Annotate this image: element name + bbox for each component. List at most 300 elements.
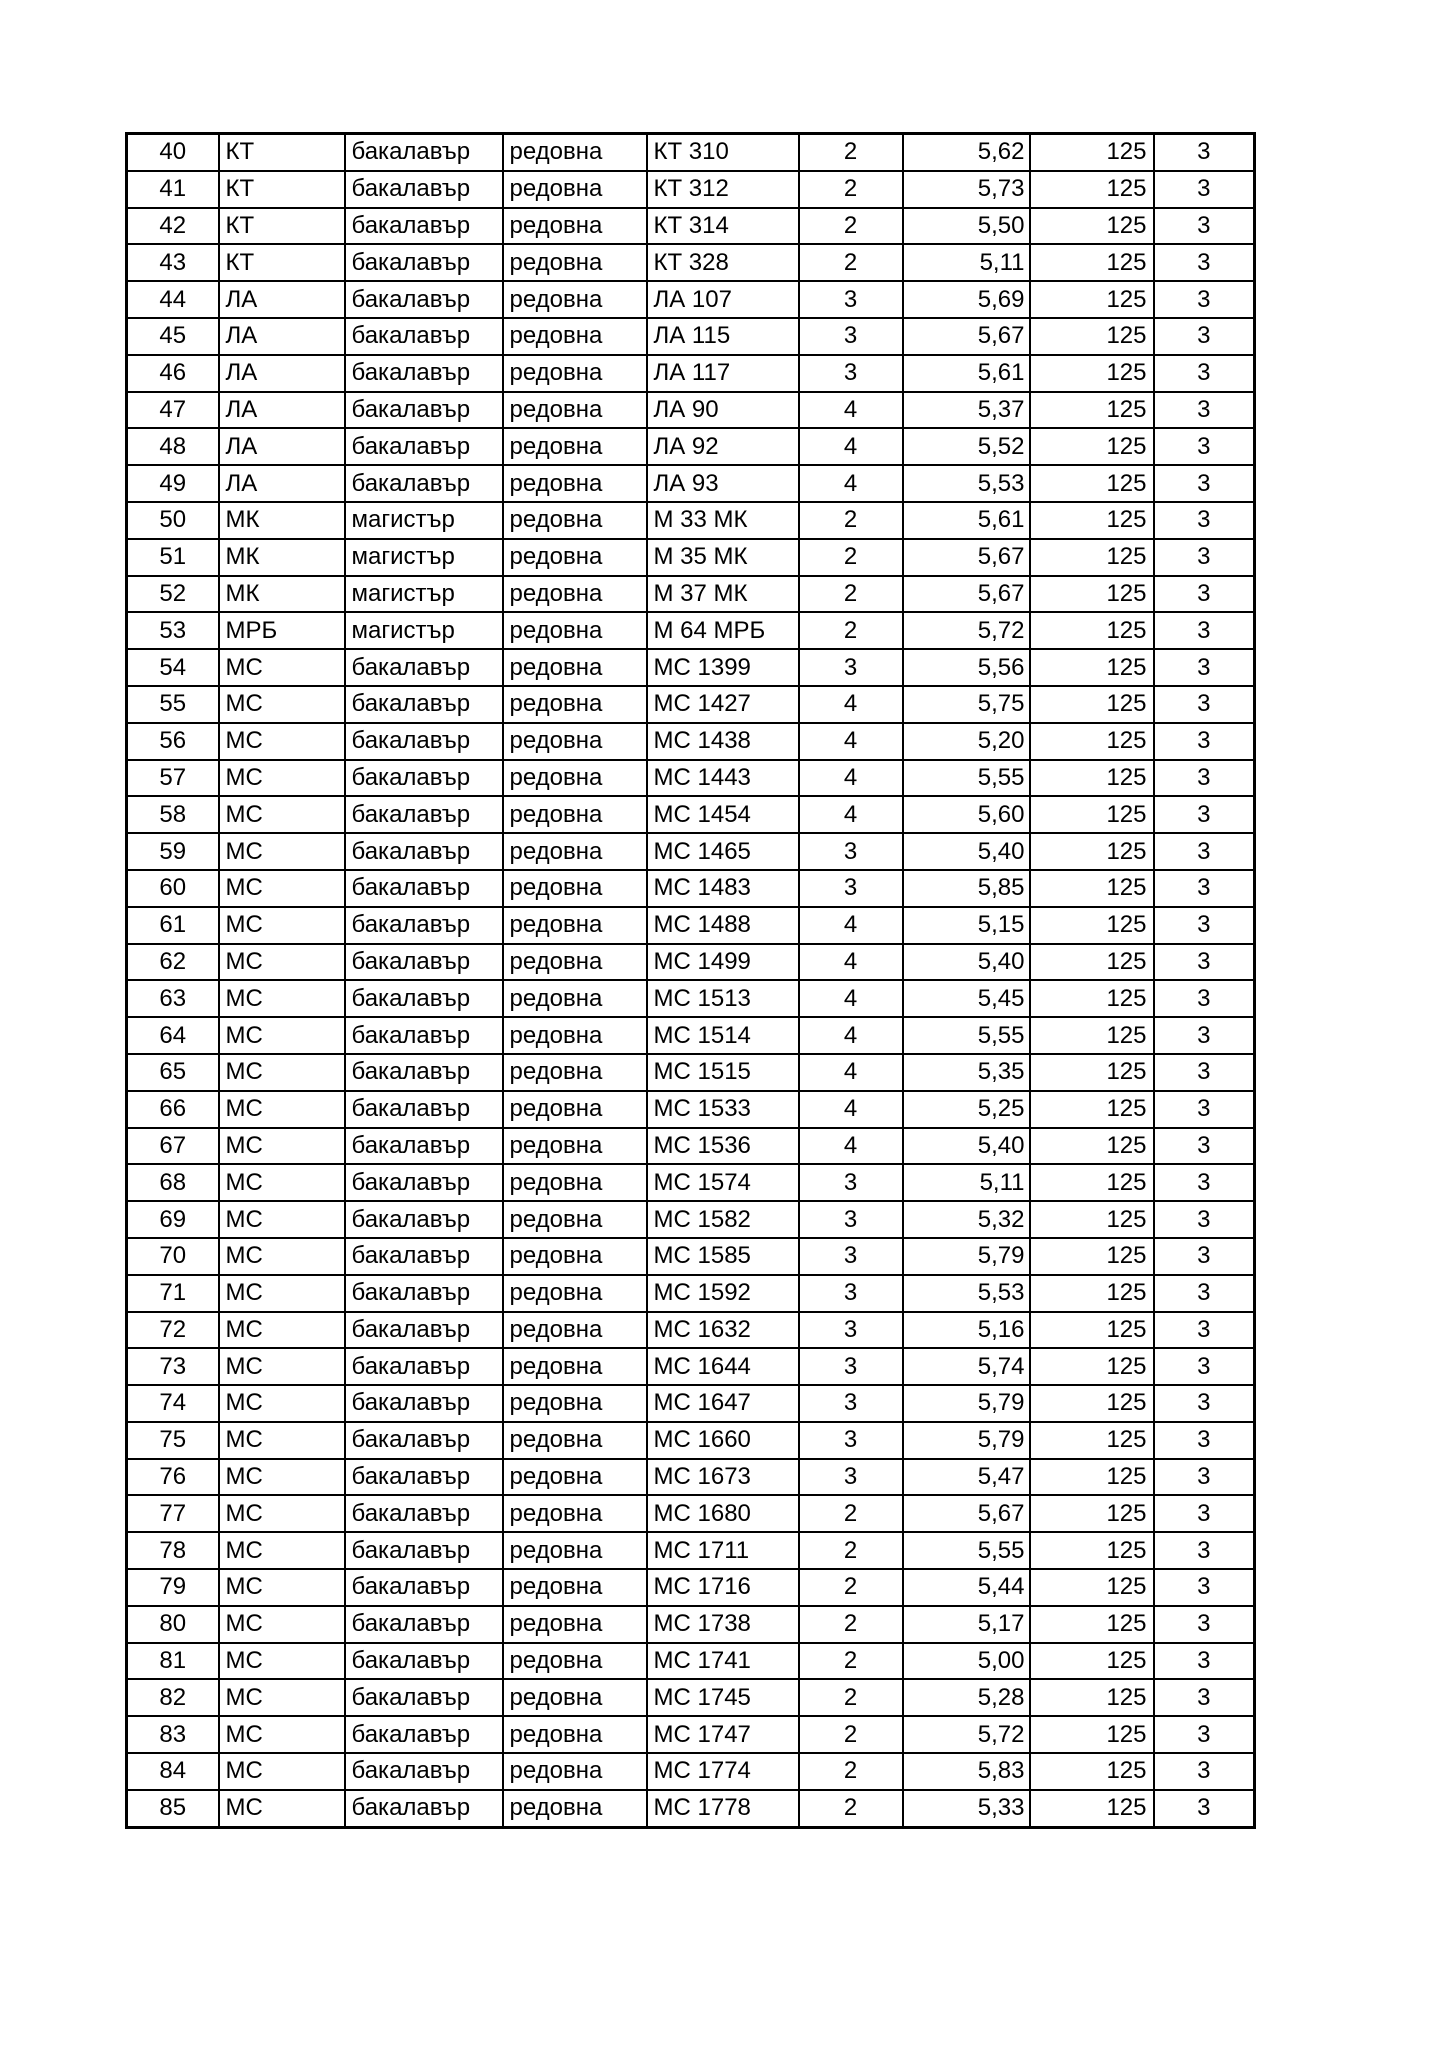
amount-cell: 125 <box>1030 576 1154 613</box>
row-number-cell: 45 <box>127 318 219 355</box>
row-number-cell: 66 <box>127 1091 219 1128</box>
faculty-number-cell: МС 1465 <box>647 833 799 870</box>
specialty-code-cell: КТ <box>219 208 345 245</box>
course-year-cell: 2 <box>799 134 903 171</box>
study-form-cell: редовна <box>503 1275 647 1312</box>
study-form-cell: редовна <box>503 980 647 1017</box>
faculty-number-cell: ЛА 115 <box>647 318 799 355</box>
specialty-code-cell: МС <box>219 1532 345 1569</box>
course-year-cell: 3 <box>799 1275 903 1312</box>
course-year-cell: 2 <box>799 1643 903 1680</box>
category-cell: 3 <box>1154 1238 1255 1275</box>
specialty-code-cell: ЛА <box>219 355 345 392</box>
amount-cell: 125 <box>1030 1385 1154 1422</box>
course-year-cell: 2 <box>799 1679 903 1716</box>
row-number-cell: 72 <box>127 1312 219 1349</box>
faculty-number-cell: МС 1515 <box>647 1054 799 1091</box>
faculty-number-cell: ЛА 117 <box>647 355 799 392</box>
row-number-cell: 42 <box>127 208 219 245</box>
amount-cell: 125 <box>1030 1348 1154 1385</box>
specialty-code-cell: МС <box>219 1201 345 1238</box>
row-number-cell: 55 <box>127 686 219 723</box>
amount-cell: 125 <box>1030 539 1154 576</box>
course-year-cell: 2 <box>799 1753 903 1790</box>
course-year-cell: 4 <box>799 760 903 797</box>
degree-cell: бакалавър <box>345 1238 503 1275</box>
grade-cell: 5,67 <box>903 318 1030 355</box>
amount-cell: 125 <box>1030 980 1154 1017</box>
category-cell: 3 <box>1154 686 1255 723</box>
amount-cell: 125 <box>1030 833 1154 870</box>
faculty-number-cell: МС 1680 <box>647 1495 799 1532</box>
study-form-cell: редовна <box>503 1091 647 1128</box>
table-row <box>127 428 1255 465</box>
study-form-cell: редовна <box>503 1054 647 1091</box>
amount-cell: 125 <box>1030 1459 1154 1496</box>
study-form-cell: редовна <box>503 1606 647 1643</box>
course-year-cell: 2 <box>799 1790 903 1827</box>
row-number-cell: 85 <box>127 1790 219 1827</box>
category-cell: 3 <box>1154 1532 1255 1569</box>
course-year-cell: 4 <box>799 392 903 429</box>
course-year-cell: 3 <box>799 1348 903 1385</box>
specialty-code-cell: МС <box>219 796 345 833</box>
course-year-cell: 3 <box>799 649 903 686</box>
table-row <box>127 281 1255 318</box>
row-number-cell: 59 <box>127 833 219 870</box>
specialty-code-cell: МС <box>219 1790 345 1827</box>
category-cell: 3 <box>1154 392 1255 429</box>
specialty-code-cell: МС <box>219 1679 345 1716</box>
category-cell: 3 <box>1154 281 1255 318</box>
course-year-cell: 3 <box>799 1164 903 1201</box>
specialty-code-cell: МК <box>219 576 345 613</box>
amount-cell: 125 <box>1030 1679 1154 1716</box>
faculty-number-cell: КТ 310 <box>647 134 799 171</box>
degree-cell: бакалавър <box>345 428 503 465</box>
grade-cell: 5,55 <box>903 1532 1030 1569</box>
category-cell: 3 <box>1154 1459 1255 1496</box>
course-year-cell: 2 <box>799 1495 903 1532</box>
course-year-cell: 2 <box>799 539 903 576</box>
specialty-code-cell: МС <box>219 1716 345 1753</box>
row-number-cell: 74 <box>127 1385 219 1422</box>
study-form-cell: редовна <box>503 612 647 649</box>
row-number-cell: 44 <box>127 281 219 318</box>
grade-cell: 5,45 <box>903 980 1030 1017</box>
course-year-cell: 3 <box>799 870 903 907</box>
grade-cell: 5,67 <box>903 539 1030 576</box>
table-row <box>127 1164 1255 1201</box>
study-form-cell: редовна <box>503 944 647 981</box>
grade-cell: 5,11 <box>903 244 1030 281</box>
table-row <box>127 134 1255 171</box>
faculty-number-cell: МС 1632 <box>647 1312 799 1349</box>
grade-cell: 5,55 <box>903 1017 1030 1054</box>
row-number-cell: 78 <box>127 1532 219 1569</box>
table-row <box>127 649 1255 686</box>
faculty-number-cell: МС 1747 <box>647 1716 799 1753</box>
faculty-number-cell: КТ 314 <box>647 208 799 245</box>
degree-cell: бакалавър <box>345 1348 503 1385</box>
row-number-cell: 81 <box>127 1643 219 1680</box>
specialty-code-cell: МРБ <box>219 612 345 649</box>
row-number-cell: 43 <box>127 244 219 281</box>
faculty-number-cell: МС 1582 <box>647 1201 799 1238</box>
category-cell: 3 <box>1154 760 1255 797</box>
table-row <box>127 1091 1255 1128</box>
faculty-number-cell: МС 1716 <box>647 1569 799 1606</box>
row-number-cell: 65 <box>127 1054 219 1091</box>
degree-cell: магистър <box>345 502 503 539</box>
row-number-cell: 61 <box>127 907 219 944</box>
course-year-cell: 2 <box>799 576 903 613</box>
degree-cell: бакалавър <box>345 1716 503 1753</box>
row-number-cell: 73 <box>127 1348 219 1385</box>
row-number-cell: 62 <box>127 944 219 981</box>
grade-cell: 5,44 <box>903 1569 1030 1606</box>
study-form-cell: редовна <box>503 1459 647 1496</box>
table-body <box>127 134 1255 1828</box>
specialty-code-cell: ЛА <box>219 465 345 502</box>
category-cell: 3 <box>1154 1091 1255 1128</box>
study-form-cell: редовна <box>503 1128 647 1165</box>
row-number-cell: 40 <box>127 134 219 171</box>
study-form-cell: редовна <box>503 870 647 907</box>
faculty-number-cell: ЛА 90 <box>647 392 799 429</box>
row-number-cell: 46 <box>127 355 219 392</box>
specialty-code-cell: МС <box>219 907 345 944</box>
faculty-number-cell: ЛА 93 <box>647 465 799 502</box>
course-year-cell: 4 <box>799 723 903 760</box>
amount-cell: 125 <box>1030 1495 1154 1532</box>
row-number-cell: 71 <box>127 1275 219 1312</box>
degree-cell: бакалавър <box>345 1422 503 1459</box>
faculty-number-cell: МС 1592 <box>647 1275 799 1312</box>
course-year-cell: 3 <box>799 1201 903 1238</box>
study-form-cell: редовна <box>503 355 647 392</box>
grade-cell: 5,17 <box>903 1606 1030 1643</box>
course-year-cell: 3 <box>799 281 903 318</box>
specialty-code-cell: МС <box>219 1091 345 1128</box>
course-year-cell: 4 <box>799 1128 903 1165</box>
amount-cell: 125 <box>1030 318 1154 355</box>
table-row <box>127 980 1255 1017</box>
table-row <box>127 760 1255 797</box>
faculty-number-cell: МС 1533 <box>647 1091 799 1128</box>
faculty-number-cell: МС 1673 <box>647 1459 799 1496</box>
faculty-number-cell: ЛА 107 <box>647 281 799 318</box>
table-row <box>127 723 1255 760</box>
specialty-code-cell: МС <box>219 1128 345 1165</box>
category-cell: 3 <box>1154 539 1255 576</box>
category-cell: 3 <box>1154 1201 1255 1238</box>
amount-cell: 125 <box>1030 1643 1154 1680</box>
specialty-code-cell: МС <box>219 1422 345 1459</box>
table-row <box>127 539 1255 576</box>
grade-cell: 5,56 <box>903 649 1030 686</box>
row-number-cell: 79 <box>127 1569 219 1606</box>
study-form-cell: редовна <box>503 1790 647 1827</box>
category-cell: 3 <box>1154 796 1255 833</box>
degree-cell: бакалавър <box>345 281 503 318</box>
course-year-cell: 3 <box>799 355 903 392</box>
study-form-cell: редовна <box>503 1385 647 1422</box>
grade-cell: 5,67 <box>903 1495 1030 1532</box>
course-year-cell: 4 <box>799 1091 903 1128</box>
row-number-cell: 58 <box>127 796 219 833</box>
row-number-cell: 84 <box>127 1753 219 1790</box>
course-year-cell: 2 <box>799 1606 903 1643</box>
degree-cell: бакалавър <box>345 1091 503 1128</box>
grade-cell: 5,20 <box>903 723 1030 760</box>
specialty-code-cell: МС <box>219 1459 345 1496</box>
grade-cell: 5,69 <box>903 281 1030 318</box>
degree-cell: бакалавър <box>345 1459 503 1496</box>
faculty-number-cell: КТ 328 <box>647 244 799 281</box>
specialty-code-cell: МС <box>219 1238 345 1275</box>
grade-cell: 5,61 <box>903 502 1030 539</box>
study-form-cell: редовна <box>503 1201 647 1238</box>
category-cell: 3 <box>1154 1716 1255 1753</box>
category-cell: 3 <box>1154 208 1255 245</box>
table-row <box>127 1679 1255 1716</box>
amount-cell: 125 <box>1030 944 1154 981</box>
study-form-cell: редовна <box>503 539 647 576</box>
category-cell: 3 <box>1154 134 1255 171</box>
degree-cell: бакалавър <box>345 907 503 944</box>
grade-cell: 5,35 <box>903 1054 1030 1091</box>
study-form-cell: редовна <box>503 1422 647 1459</box>
degree-cell: бакалавър <box>345 1606 503 1643</box>
category-cell: 3 <box>1154 428 1255 465</box>
grade-cell: 5,40 <box>903 1128 1030 1165</box>
row-number-cell: 69 <box>127 1201 219 1238</box>
amount-cell: 125 <box>1030 760 1154 797</box>
category-cell: 3 <box>1154 612 1255 649</box>
study-form-cell: редовна <box>503 1643 647 1680</box>
amount-cell: 125 <box>1030 1422 1154 1459</box>
study-form-cell: редовна <box>503 244 647 281</box>
degree-cell: бакалавър <box>345 1164 503 1201</box>
category-cell: 3 <box>1154 907 1255 944</box>
faculty-number-cell: МС 1660 <box>647 1422 799 1459</box>
category-cell: 3 <box>1154 1128 1255 1165</box>
row-number-cell: 41 <box>127 171 219 208</box>
course-year-cell: 4 <box>799 980 903 1017</box>
degree-cell: бакалавър <box>345 1054 503 1091</box>
table-row <box>127 171 1255 208</box>
category-cell: 3 <box>1154 1679 1255 1716</box>
course-year-cell: 2 <box>799 502 903 539</box>
faculty-number-cell: МС 1488 <box>647 907 799 944</box>
study-form-cell: редовна <box>503 1312 647 1349</box>
degree-cell: бакалавър <box>345 723 503 760</box>
category-cell: 3 <box>1154 1790 1255 1827</box>
grade-cell: 5,60 <box>903 796 1030 833</box>
specialty-code-cell: МС <box>219 1054 345 1091</box>
grade-cell: 5,33 <box>903 1790 1030 1827</box>
category-cell: 3 <box>1154 171 1255 208</box>
study-form-cell: редовна <box>503 1017 647 1054</box>
grade-cell: 5,25 <box>903 1091 1030 1128</box>
row-number-cell: 83 <box>127 1716 219 1753</box>
course-year-cell: 4 <box>799 907 903 944</box>
row-number-cell: 75 <box>127 1422 219 1459</box>
category-cell: 3 <box>1154 1164 1255 1201</box>
faculty-number-cell: МС 1427 <box>647 686 799 723</box>
course-year-cell: 4 <box>799 428 903 465</box>
study-form-cell: редовна <box>503 1164 647 1201</box>
table-row <box>127 1716 1255 1753</box>
degree-cell: бакалавър <box>345 244 503 281</box>
amount-cell: 125 <box>1030 1753 1154 1790</box>
course-year-cell: 3 <box>799 318 903 355</box>
degree-cell: бакалавър <box>345 1275 503 1312</box>
amount-cell: 125 <box>1030 244 1154 281</box>
grade-cell: 5,32 <box>903 1201 1030 1238</box>
faculty-number-cell: МС 1514 <box>647 1017 799 1054</box>
grade-cell: 5,67 <box>903 576 1030 613</box>
degree-cell: бакалавър <box>345 355 503 392</box>
faculty-number-cell: МС 1536 <box>647 1128 799 1165</box>
amount-cell: 125 <box>1030 355 1154 392</box>
amount-cell: 125 <box>1030 1312 1154 1349</box>
row-number-cell: 60 <box>127 870 219 907</box>
grade-cell: 5,55 <box>903 760 1030 797</box>
row-number-cell: 82 <box>127 1679 219 1716</box>
specialty-code-cell: МК <box>219 502 345 539</box>
table-row <box>127 1054 1255 1091</box>
faculty-number-cell: МС 1499 <box>647 944 799 981</box>
row-number-cell: 47 <box>127 392 219 429</box>
amount-cell: 125 <box>1030 1569 1154 1606</box>
grade-cell: 5,47 <box>903 1459 1030 1496</box>
category-cell: 3 <box>1154 944 1255 981</box>
faculty-number-cell: МС 1513 <box>647 980 799 1017</box>
degree-cell: бакалавър <box>345 1643 503 1680</box>
faculty-number-cell: М 64 МРБ <box>647 612 799 649</box>
study-form-cell: редовна <box>503 465 647 502</box>
amount-cell: 125 <box>1030 1054 1154 1091</box>
specialty-code-cell: МС <box>219 1312 345 1349</box>
table-row <box>127 1569 1255 1606</box>
table-row <box>127 796 1255 833</box>
degree-cell: бакалавър <box>345 1017 503 1054</box>
row-number-cell: 54 <box>127 649 219 686</box>
table-row <box>127 1643 1255 1680</box>
amount-cell: 125 <box>1030 1201 1154 1238</box>
amount-cell: 125 <box>1030 1238 1154 1275</box>
row-number-cell: 48 <box>127 428 219 465</box>
study-form-cell: редовна <box>503 281 647 318</box>
study-form-cell: редовна <box>503 134 647 171</box>
faculty-number-cell: М 33 МК <box>647 502 799 539</box>
table-row <box>127 1790 1255 1827</box>
category-cell: 3 <box>1154 1275 1255 1312</box>
category-cell: 3 <box>1154 1606 1255 1643</box>
grade-cell: 5,37 <box>903 392 1030 429</box>
specialty-code-cell: ЛА <box>219 318 345 355</box>
degree-cell: бакалавър <box>345 1679 503 1716</box>
table-row <box>127 1275 1255 1312</box>
row-number-cell: 51 <box>127 539 219 576</box>
faculty-number-cell: М 37 МК <box>647 576 799 613</box>
course-year-cell: 4 <box>799 465 903 502</box>
study-form-cell: редовна <box>503 318 647 355</box>
faculty-number-cell: МС 1454 <box>647 796 799 833</box>
grade-cell: 5,83 <box>903 1753 1030 1790</box>
student-scholarship-table <box>125 132 1256 1829</box>
row-number-cell: 67 <box>127 1128 219 1165</box>
specialty-code-cell: МС <box>219 944 345 981</box>
specialty-code-cell: КТ <box>219 171 345 208</box>
degree-cell: бакалавър <box>345 649 503 686</box>
study-form-cell: редовна <box>503 907 647 944</box>
faculty-number-cell: КТ 312 <box>647 171 799 208</box>
amount-cell: 125 <box>1030 1716 1154 1753</box>
degree-cell: бакалавър <box>345 1753 503 1790</box>
table-row <box>127 1532 1255 1569</box>
category-cell: 3 <box>1154 649 1255 686</box>
category-cell: 3 <box>1154 1422 1255 1459</box>
degree-cell: бакалавър <box>345 1312 503 1349</box>
table-row <box>127 1495 1255 1532</box>
row-number-cell: 49 <box>127 465 219 502</box>
amount-cell: 125 <box>1030 1017 1154 1054</box>
grade-cell: 5,74 <box>903 1348 1030 1385</box>
row-number-cell: 57 <box>127 760 219 797</box>
course-year-cell: 4 <box>799 1054 903 1091</box>
specialty-code-cell: ЛА <box>219 281 345 318</box>
study-form-cell: редовна <box>503 1679 647 1716</box>
table-row <box>127 944 1255 981</box>
specialty-code-cell: МС <box>219 1017 345 1054</box>
category-cell: 3 <box>1154 502 1255 539</box>
faculty-number-cell: МС 1774 <box>647 1753 799 1790</box>
specialty-code-cell: КТ <box>219 134 345 171</box>
table-row <box>127 244 1255 281</box>
specialty-code-cell: МС <box>219 649 345 686</box>
course-year-cell: 3 <box>799 1312 903 1349</box>
study-form-cell: редовна <box>503 796 647 833</box>
specialty-code-cell: МС <box>219 980 345 1017</box>
amount-cell: 125 <box>1030 1790 1154 1827</box>
study-form-cell: редовна <box>503 1753 647 1790</box>
course-year-cell: 3 <box>799 833 903 870</box>
table-row <box>127 1238 1255 1275</box>
category-cell: 3 <box>1154 980 1255 1017</box>
course-year-cell: 2 <box>799 612 903 649</box>
row-number-cell: 80 <box>127 1606 219 1643</box>
row-number-cell: 53 <box>127 612 219 649</box>
course-year-cell: 2 <box>799 1532 903 1569</box>
table-row <box>127 318 1255 355</box>
specialty-code-cell: МС <box>219 1348 345 1385</box>
specialty-code-cell: МС <box>219 686 345 723</box>
degree-cell: магистър <box>345 576 503 613</box>
grade-cell: 5,85 <box>903 870 1030 907</box>
degree-cell: бакалавър <box>345 134 503 171</box>
study-form-cell: редовна <box>503 502 647 539</box>
faculty-number-cell: МС 1644 <box>647 1348 799 1385</box>
row-number-cell: 50 <box>127 502 219 539</box>
study-form-cell: редовна <box>503 208 647 245</box>
table-row <box>127 1201 1255 1238</box>
degree-cell: бакалавър <box>345 1201 503 1238</box>
faculty-number-cell: МС 1647 <box>647 1385 799 1422</box>
grade-cell: 5,15 <box>903 907 1030 944</box>
